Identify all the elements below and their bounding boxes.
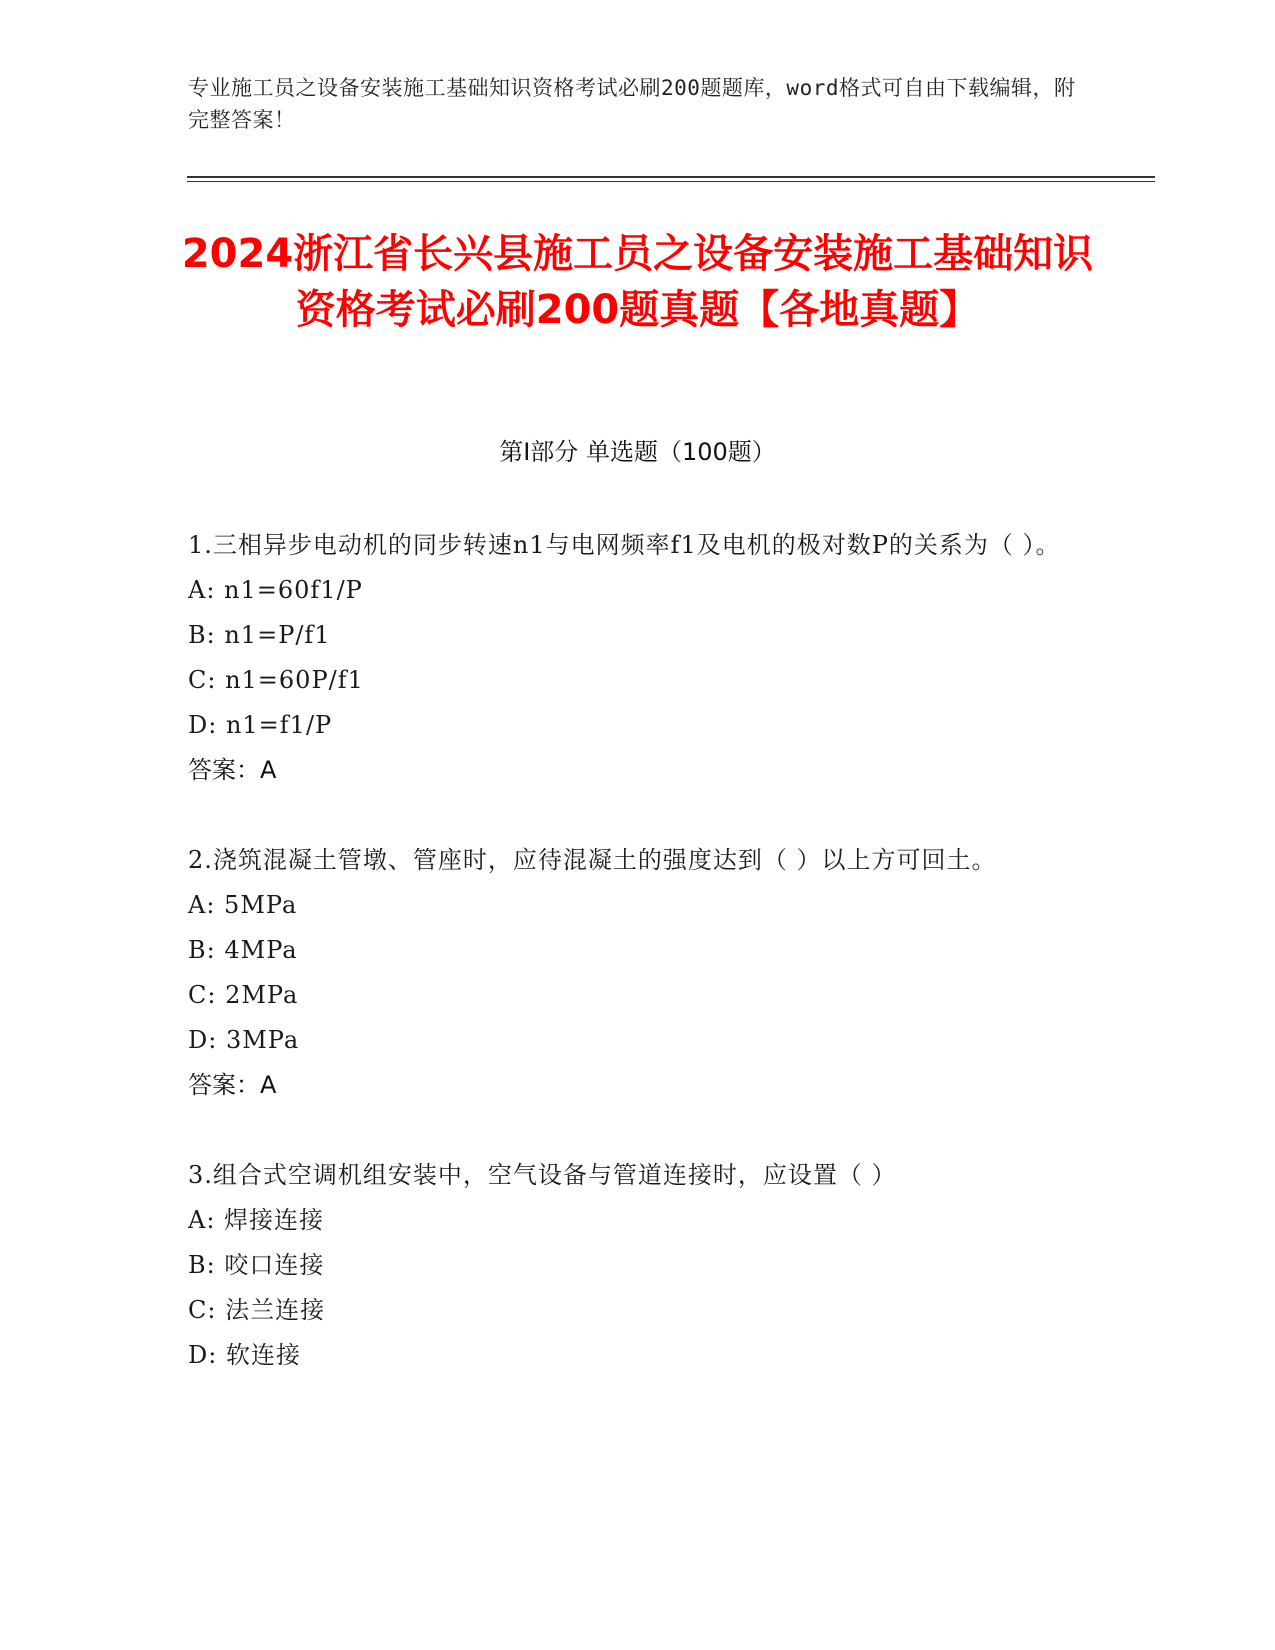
answer-line: 答案：A [188,1071,277,1099]
option-d: D: 软连接 [188,1341,301,1369]
question-3 [188,1152,1088,1378]
answer-line: 答案：A [188,756,277,784]
question-1 [188,522,1088,793]
question-stem: 2.浇筑混凝土管墩、管座时，应待混凝土的强度达到（ ）以上方可回土。 [188,846,997,874]
option-a: A: 5MPa [188,891,298,919]
header-divider-thick [187,176,1155,178]
question-list [188,522,1088,1422]
option-c: C: 2MPa [188,981,299,1009]
question-stem: 3.组合式空调机组安装中，空气设备与管道连接时，应设置（ ） [188,1161,897,1189]
document-title: 2024浙江省长兴县施工员之设备安装施工基础知识资格考试必刷200题真题【各地真题】 [181,231,1094,333]
option-d: D: 3MPa [188,1026,300,1054]
option-c: C: n1=60P/f1 [188,666,364,694]
option-d: D: n1=f1/P [188,711,333,739]
header-note: 专业施工员之设备安装施工基础知识资格考试必刷200题题库，word格式可自由下载编辑，附完整答案！ [188,76,1076,132]
option-c: C: 法兰连接 [188,1296,326,1324]
header-divider-thin [187,181,1155,182]
question-2 [188,837,1088,1108]
option-a: A: 焊接连接 [188,1206,325,1234]
option-a: A: n1=60f1/P [188,576,363,604]
option-b: B: 4MPa [188,936,298,964]
option-b: B: n1=P/f1 [188,621,331,649]
question-stem: 1.三相异步电动机的同步转速n1与电网频率f1及电机的极对数P的关系为（ ）。 [188,531,1061,559]
section-heading: 第Ⅰ部分 单选题（100题） [499,438,776,466]
option-b: B: 咬口连接 [188,1251,325,1279]
